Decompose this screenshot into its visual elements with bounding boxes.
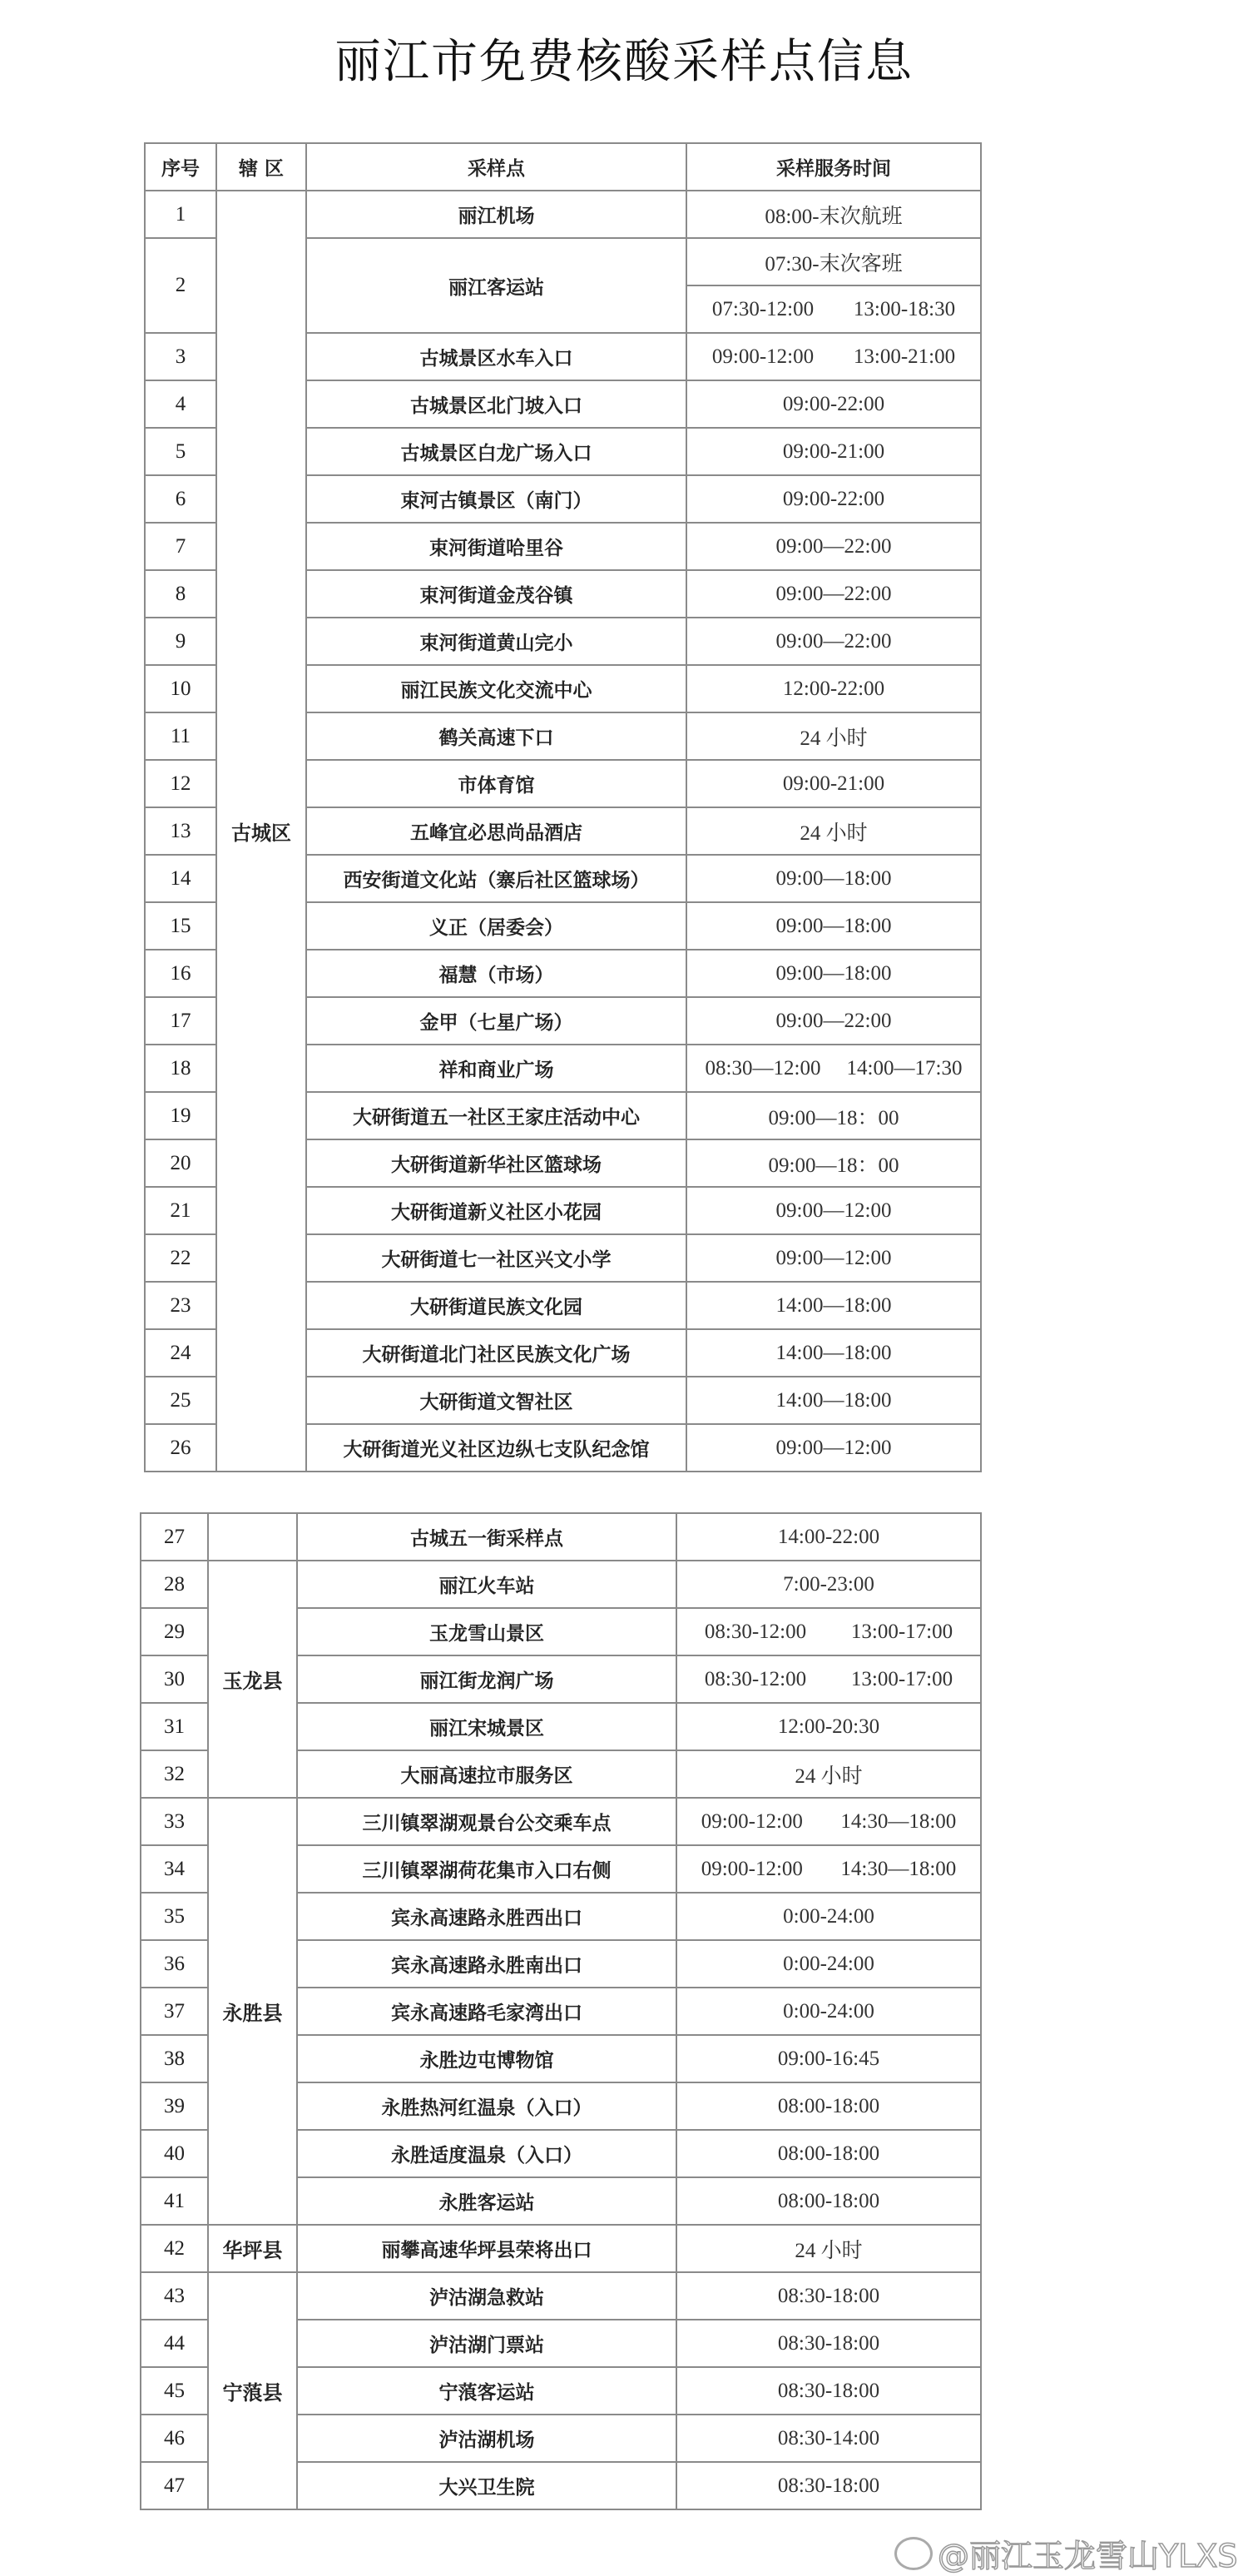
site-name: 丽攀高速华坪县荣将出口 <box>297 2225 676 2272</box>
time-cell: 08:00-18:00 <box>676 2082 981 2130</box>
time-cell: 14:00-22:00 <box>676 1513 981 1561</box>
weibo-logo-icon <box>894 2537 933 2570</box>
row-number: 34 <box>141 1845 208 1893</box>
time-cell: 14:00—18:00 <box>686 1377 981 1424</box>
table-header-row <box>145 143 981 191</box>
site-name: 永胜边屯博物馆 <box>297 2035 676 2082</box>
time-cell <box>686 1045 981 1092</box>
row-number: 41 <box>141 2177 208 2225</box>
time-cell: 12:00-22:00 <box>686 665 981 712</box>
site-name: 西安街道文化站（寨后社区篮球场） <box>306 855 686 902</box>
time-range: 13:00-17:00 <box>850 1667 953 1690</box>
time-range: 08:30—12:00 <box>705 1056 821 1080</box>
row-number: 25 <box>145 1377 216 1424</box>
row-number: 18 <box>145 1045 216 1092</box>
sampling-table-2 <box>140 1512 982 2510</box>
time-split <box>677 1668 980 1691</box>
time-split <box>687 1057 980 1080</box>
header-site: 采样点 <box>306 143 686 191</box>
table-row <box>141 2272 981 2320</box>
row-number: 15 <box>145 902 216 950</box>
time-cell: 09:00-21:00 <box>686 428 981 475</box>
time-cell: 09:00—12:00 <box>686 1424 981 1472</box>
district-cell: 宁蒗县 <box>208 2272 297 2509</box>
time-cell: 08:30-18:00 <box>676 2367 981 2415</box>
site-name: 大研街道七一社区兴文小学 <box>306 1234 686 1282</box>
row-number: 21 <box>145 1187 216 1234</box>
time-cell: 0:00-24:00 <box>676 1988 981 2035</box>
row-number: 47 <box>141 2462 208 2509</box>
time-cell: 7:00-23:00 <box>676 1561 981 1608</box>
time-range: 09:00-12:00 <box>701 1809 803 1833</box>
row-number: 43 <box>141 2272 208 2320</box>
time-cell: 09:00—22:00 <box>686 997 981 1045</box>
row-number: 14 <box>145 855 216 902</box>
time-cell: 09:00-16:45 <box>676 2035 981 2082</box>
row-number: 39 <box>141 2082 208 2130</box>
site-name: 大研街道新义社区小花园 <box>306 1187 686 1234</box>
row-number: 35 <box>141 1893 208 1940</box>
site-name: 金甲（七星广场） <box>306 997 686 1045</box>
site-name: 丽江宋城景区 <box>297 1703 676 1750</box>
district-cell <box>208 1513 297 1561</box>
time-cell: 07:30-末次客班 <box>686 238 981 285</box>
time-cell: 08:30-18:00 <box>676 2462 981 2509</box>
site-name: 大研街道民族文化园 <box>306 1282 686 1329</box>
site-name: 古城五一街采样点 <box>297 1513 676 1561</box>
time-range: 13:00-21:00 <box>853 345 956 368</box>
row-number: 13 <box>145 807 216 855</box>
time-cell: 09:00—22:00 <box>686 570 981 618</box>
time-cell: 09:00—18:00 <box>686 902 981 950</box>
time-split <box>677 1810 980 1834</box>
time-cell <box>676 1798 981 1845</box>
time-cell: 09:00-21:00 <box>686 760 981 807</box>
row-number: 45 <box>141 2367 208 2415</box>
time-cell: 12:00-20:30 <box>676 1703 981 1750</box>
site-name: 永胜适度温泉（入口） <box>297 2130 676 2177</box>
row-number: 44 <box>141 2320 208 2367</box>
time-cell: 09:00—12:00 <box>686 1187 981 1234</box>
site-name: 宾永高速路永胜西出口 <box>297 1893 676 1940</box>
site-name: 宁蒗客运站 <box>297 2367 676 2415</box>
row-number: 19 <box>145 1092 216 1139</box>
site-name: 丽江客运站 <box>306 238 686 333</box>
site-name: 大研街道新华社区篮球场 <box>306 1139 686 1187</box>
time-range: 14:30—18:00 <box>840 1809 957 1833</box>
site-name: 大兴卫生院 <box>297 2462 676 2509</box>
row-number: 22 <box>145 1234 216 1282</box>
row-number: 11 <box>145 712 216 760</box>
row-number: 10 <box>145 665 216 712</box>
time-range: 14:00—17:30 <box>846 1056 963 1080</box>
table-row <box>141 2225 981 2272</box>
time-cell <box>676 1845 981 1893</box>
time-cell: 24 小时 <box>686 807 981 855</box>
site-name: 玉龙雪山景区 <box>297 1608 676 1655</box>
site-name: 大研街道北门社区民族文化广场 <box>306 1329 686 1377</box>
row-number: 12 <box>145 760 216 807</box>
site-name: 大研街道光义社区边纵七支队纪念馆 <box>306 1424 686 1472</box>
time-cell: 24 小时 <box>686 712 981 760</box>
time-cell: 09:00—18:00 <box>686 950 981 997</box>
row-number: 28 <box>141 1561 208 1608</box>
time-range: 09:00-12:00 <box>701 1857 803 1880</box>
time-range: 08:30-12:00 <box>704 1620 807 1643</box>
time-split <box>687 345 980 369</box>
page-title: 丽江市免费核酸采样点信息 <box>334 35 914 89</box>
row-number: 38 <box>141 2035 208 2082</box>
site-name: 古城景区水车入口 <box>306 333 686 380</box>
row-number: 9 <box>145 618 216 665</box>
site-name: 永胜热河红温泉（入口） <box>297 2082 676 2130</box>
site-name: 鹤关高速下口 <box>306 712 686 760</box>
district-cell: 永胜县 <box>208 1798 297 2225</box>
time-cell: 08:30-18:00 <box>676 2272 981 2320</box>
site-name: 义正（居委会） <box>306 902 686 950</box>
site-name: 宾永高速路毛家湾出口 <box>297 1988 676 2035</box>
row-number: 26 <box>145 1424 216 1472</box>
watermark-text: @丽江玉龙雪山YLXS <box>938 2538 1238 2574</box>
row-number: 31 <box>141 1703 208 1750</box>
row-number: 2 <box>145 238 216 333</box>
time-cell: 09:00—22:00 <box>686 618 981 665</box>
row-number: 1 <box>145 191 216 238</box>
header-district: 辖 区 <box>216 143 306 191</box>
time-cell: 09:00—18:00 <box>686 855 981 902</box>
time-cell: 0:00-24:00 <box>676 1940 981 1988</box>
row-number: 8 <box>145 570 216 618</box>
site-name: 丽江民族文化交流中心 <box>306 665 686 712</box>
row-number: 46 <box>141 2415 208 2462</box>
district-cell: 玉龙县 <box>208 1561 297 1798</box>
row-number: 30 <box>141 1655 208 1703</box>
table-row <box>141 1798 981 1845</box>
time-cell: 14:00—18:00 <box>686 1282 981 1329</box>
table-row <box>141 1561 981 1608</box>
time-cell: 09:00-22:00 <box>686 475 981 523</box>
time-range: 07:30-12:00 <box>711 297 815 320</box>
site-name: 丽江机场 <box>306 191 686 238</box>
row-number: 27 <box>141 1513 208 1561</box>
row-number: 7 <box>145 523 216 570</box>
district-cell: 华坪县 <box>208 2225 297 2272</box>
time-split <box>677 1621 980 1644</box>
row-number: 4 <box>145 380 216 428</box>
time-cell: 09:00—18：00 <box>686 1092 981 1139</box>
time-cell: 09:00—12:00 <box>686 1234 981 1282</box>
row-number: 40 <box>141 2130 208 2177</box>
watermark <box>894 2530 1238 2576</box>
table-row <box>141 1513 981 1561</box>
site-name: 古城景区北门坡入口 <box>306 380 686 428</box>
site-name: 束河古镇景区（南门） <box>306 475 686 523</box>
row-number: 32 <box>141 1750 208 1798</box>
district-cell: 古城区 <box>216 191 306 1472</box>
time-cell: 09:00—22:00 <box>686 523 981 570</box>
site-name: 大研街道五一社区王家庄活动中心 <box>306 1092 686 1139</box>
row-number: 6 <box>145 475 216 523</box>
row-number: 20 <box>145 1139 216 1187</box>
header-no: 序号 <box>145 143 216 191</box>
site-name: 束河街道金茂谷镇 <box>306 570 686 618</box>
row-number: 36 <box>141 1940 208 1988</box>
row-number: 24 <box>145 1329 216 1377</box>
site-name: 古城景区白龙广场入口 <box>306 428 686 475</box>
site-name: 泸沽湖机场 <box>297 2415 676 2462</box>
time-cell: 24 小时 <box>676 1750 981 1798</box>
time-cell: 08:00-末次航班 <box>686 191 981 238</box>
row-number: 3 <box>145 333 216 380</box>
row-number: 23 <box>145 1282 216 1329</box>
row-number: 16 <box>145 950 216 997</box>
time-split <box>677 1858 980 1881</box>
time-cell: 08:30-14:00 <box>676 2415 981 2462</box>
site-name: 泸沽湖急救站 <box>297 2272 676 2320</box>
row-number: 29 <box>141 1608 208 1655</box>
site-name: 祥和商业广场 <box>306 1045 686 1092</box>
site-name: 丽江街龙润广场 <box>297 1655 676 1703</box>
time-cell <box>676 1608 981 1655</box>
site-name: 泸沽湖门票站 <box>297 2320 676 2367</box>
time-cell: 14:00—18:00 <box>686 1329 981 1377</box>
time-split <box>687 298 980 321</box>
header-time: 采样服务时间 <box>686 143 981 191</box>
time-cell: 24 小时 <box>676 2225 981 2272</box>
time-cell <box>686 285 981 333</box>
sampling-table-1 <box>144 142 982 1472</box>
site-name: 三川镇翠湖荷花集市入口右侧 <box>297 1845 676 1893</box>
time-cell: 08:00-18:00 <box>676 2177 981 2225</box>
time-range: 08:30-12:00 <box>704 1667 807 1690</box>
site-name: 五峰宜必思尚品酒店 <box>306 807 686 855</box>
time-range: 13:00-18:30 <box>853 297 956 320</box>
site-name: 三川镇翠湖观景台公交乘车点 <box>297 1798 676 1845</box>
table-row <box>145 191 981 238</box>
time-range: 09:00-12:00 <box>711 345 815 368</box>
time-range: 13:00-17:00 <box>850 1620 953 1643</box>
row-number: 37 <box>141 1988 208 2035</box>
time-cell: 09:00—18：00 <box>686 1139 981 1187</box>
row-number: 17 <box>145 997 216 1045</box>
time-cell: 08:00-18:00 <box>676 2130 981 2177</box>
time-cell <box>686 333 981 380</box>
site-name: 永胜客运站 <box>297 2177 676 2225</box>
site-name: 束河街道哈里谷 <box>306 523 686 570</box>
row-number: 42 <box>141 2225 208 2272</box>
site-name: 宾永高速路永胜南出口 <box>297 1940 676 1988</box>
site-name: 大丽高速拉市服务区 <box>297 1750 676 1798</box>
site-name: 丽江火车站 <box>297 1561 676 1608</box>
site-name: 市体育馆 <box>306 760 686 807</box>
time-cell <box>676 1655 981 1703</box>
time-cell: 08:30-18:00 <box>676 2320 981 2367</box>
time-range: 14:30—18:00 <box>840 1857 957 1880</box>
site-name: 福慧（市场） <box>306 950 686 997</box>
site-name: 大研街道文智社区 <box>306 1377 686 1424</box>
site-name: 束河街道黄山完小 <box>306 618 686 665</box>
time-cell: 0:00-24:00 <box>676 1893 981 1940</box>
time-cell: 09:00-22:00 <box>686 380 981 428</box>
row-number: 33 <box>141 1798 208 1845</box>
row-number: 5 <box>145 428 216 475</box>
